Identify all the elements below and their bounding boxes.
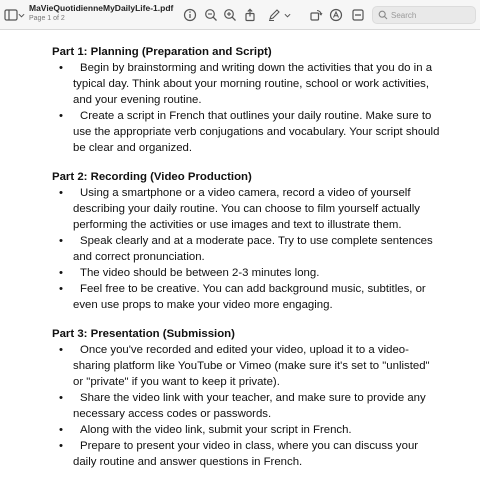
pdf-toolbar — [0, 0, 480, 30]
list-item-text: Once you've recorded and edited your video, upload it to a video-sharing platform like YouTube or Vimeo (make sure it's set to "unlisted" or "private" if you want to keep it private). — [73, 344, 430, 388]
list-item-text: Speak clearly and at a moderate pace. Try to use complete sentences and correct pronunciation. — [73, 235, 433, 263]
section-heading: Part 2: Recording (Video Production) — [52, 171, 252, 183]
search-input[interactable] — [391, 11, 471, 20]
section-heading: Part 1: Planning (Preparation and Script) — [52, 46, 272, 58]
rotate-icon[interactable] — [308, 7, 324, 23]
list-item — [52, 342, 442, 390]
zoom-out-icon[interactable] — [203, 7, 219, 23]
markup-chevron-down-icon[interactable] — [283, 9, 291, 21]
list-item — [52, 60, 442, 108]
list-item-text: Create a script in French that outlines your daily routine. Make sure to use the appropriate verb conjugations and vocabulary. Your script should be clear and organized. — [73, 110, 440, 154]
list-item-text: Prepare to present your video in class, where you can discuss your daily routine and answer questions in French. — [73, 440, 419, 468]
section-planning — [52, 44, 442, 156]
bullet: • — [59, 344, 63, 356]
list-item — [52, 422, 442, 438]
list-item — [52, 281, 442, 313]
section-recording — [52, 169, 442, 313]
sidebar-menu-chevron-icon[interactable] — [17, 9, 25, 21]
search-icon — [378, 10, 388, 20]
bullet: • — [59, 187, 63, 199]
list-item-text: Share the video link with your teacher, and make sure to provide any necessary access codes or passwords. — [73, 392, 426, 420]
list-item — [52, 438, 442, 470]
list-item — [52, 108, 442, 156]
list-item — [52, 390, 442, 422]
pdf-page — [0, 30, 480, 500]
bullet: • — [59, 424, 63, 436]
section-heading: Part 3: Presentation (Submission) — [52, 328, 235, 340]
section-presentation — [52, 326, 442, 470]
document-title: MaVieQuotidienneMyDailyLife-1.pdf — [29, 3, 174, 13]
page-indicator: Page 1 of 2 — [29, 15, 65, 22]
bullet: • — [59, 392, 63, 404]
list-item-text: Begin by brainstorming and writing down the activities that you do in a typical day. Think about your morning routine, school or work activities, and your evening routine. — [73, 62, 433, 106]
document-content — [52, 44, 442, 483]
list-item-text: Feel free to be creative. You can add background music, subtitles, or even use props to make your video more engaging. — [73, 283, 426, 311]
bullet: • — [59, 267, 63, 279]
bullet: • — [59, 283, 63, 295]
list-item-text: Along with the video link, submit your script in French. — [80, 424, 352, 436]
redact-icon[interactable] — [350, 7, 366, 23]
list-item-text: The video should be between 2-3 minutes long. — [80, 267, 320, 279]
list-item — [52, 233, 442, 265]
annotate-circle-icon[interactable] — [328, 7, 344, 23]
zoom-in-icon[interactable] — [222, 7, 238, 23]
search-field[interactable] — [372, 6, 476, 24]
bullet: • — [59, 110, 63, 122]
list-item — [52, 185, 442, 233]
markup-pen-icon[interactable] — [266, 7, 282, 23]
bullet: • — [59, 440, 63, 452]
info-icon[interactable] — [182, 7, 198, 23]
share-icon[interactable] — [242, 7, 258, 23]
bullet: • — [59, 62, 63, 74]
list-item — [52, 265, 442, 281]
bullet: • — [59, 235, 63, 247]
list-item-text: Using a smartphone or a video camera, record a video of yourself describing your daily routine. You can choose to film yourself actually performing the activities or use images and text to illustrate them. — [73, 187, 420, 231]
